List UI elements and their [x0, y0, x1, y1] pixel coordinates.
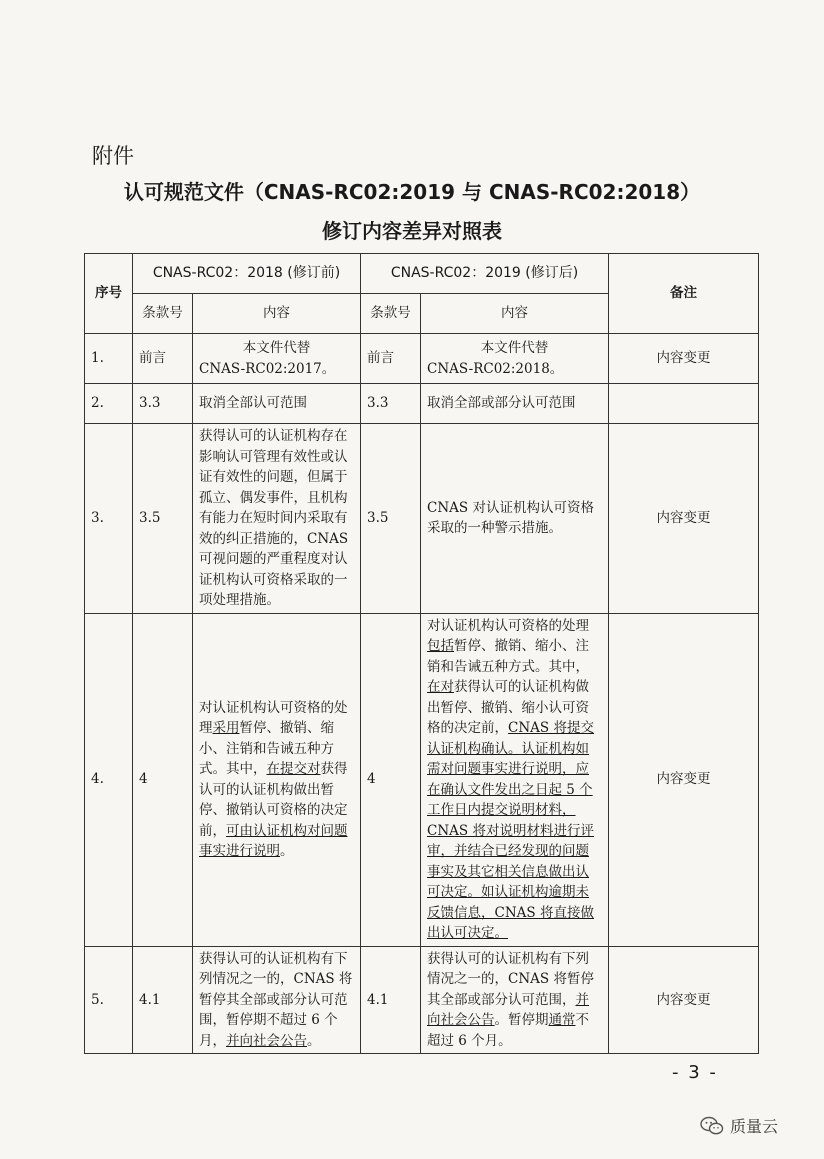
- underlined-text: 并向社会公告: [226, 1032, 307, 1049]
- text-span: 暂停、撤销、缩小、注销和告诫五种方式。其中，: [427, 638, 590, 675]
- row-old-clause: 3.5: [133, 424, 193, 614]
- row-seq: 4.: [85, 613, 133, 946]
- subheader-new-content: 内容: [421, 294, 609, 334]
- subheader-old-content: 内容: [193, 294, 361, 334]
- row-new-clause: 3.5: [361, 424, 421, 614]
- old-content-line: 本文件代替: [242, 340, 311, 356]
- row-old-content: [193, 334, 361, 384]
- row-note: 内容变更: [609, 946, 759, 1054]
- page-number: - 3 -: [672, 1062, 718, 1083]
- document-subtitle: 修订内容差异对照表: [322, 219, 502, 243]
- header-note: 备注: [609, 254, 759, 334]
- row-old-clause: 4.1: [133, 946, 193, 1054]
- row-seq: 3.: [85, 424, 133, 614]
- underlined-text: 包括: [427, 638, 455, 654]
- subheader-old-clause: 条款号: [133, 294, 193, 334]
- row-note: 内容变更: [609, 424, 759, 614]
- row-new-content: CNAS 对认证机构认可资格采取的一种警示措施。: [421, 424, 609, 614]
- header-new-version: CNAS-RC02：2019 (修订后): [361, 254, 609, 294]
- row-seq: 1.: [85, 334, 133, 384]
- table-row: [85, 334, 759, 384]
- comparison-table: [84, 253, 759, 1054]
- table-row: [85, 424, 759, 614]
- new-content-line: 本文件代替: [480, 340, 549, 356]
- row-old-content: [193, 613, 361, 946]
- row-old-clause: 前言: [133, 334, 193, 384]
- row-old-clause: 4: [133, 613, 193, 946]
- row-old-clause: 3.3: [133, 384, 193, 424]
- underlined-text: 并向社会公告: [427, 991, 590, 1028]
- underlined-text: 在提交对: [266, 761, 321, 777]
- text-span: 对认证机构认可资格的处理: [199, 699, 348, 736]
- row-new-clause: 前言: [361, 334, 421, 384]
- row-seq: 5.: [85, 946, 133, 1054]
- brand-watermark: [700, 1114, 778, 1137]
- wechat-icon: [700, 1116, 724, 1136]
- header-seq: 序号: [85, 254, 133, 334]
- table-row: [85, 946, 759, 1054]
- brand-name: 质量云: [730, 1117, 779, 1136]
- text-span: 对认证机构认可资格的处理: [427, 617, 590, 634]
- document-title: 认可规范文件（CNAS-RC02:2019 与 CNAS-RC02:2018）: [123, 180, 701, 204]
- text-span: 。暂停期: [494, 1012, 549, 1028]
- row-new-content: 取消全部或部分认可范围: [421, 384, 609, 424]
- row-note: 内容变更: [609, 334, 759, 384]
- row-new-clause: 3.3: [361, 384, 421, 424]
- table-header-row: [85, 254, 759, 294]
- underlined-text: 通常: [548, 1012, 576, 1028]
- row-new-content: [421, 613, 609, 946]
- text-span: 。: [307, 1032, 321, 1049]
- text-span: 不超过 6 个月。: [427, 1012, 590, 1049]
- new-content-line: CNAS-RC02:2018。: [427, 360, 564, 377]
- text-span: 获得认可的认证机构做出暂停、撤销、缩小认可资格的决定前，: [427, 679, 590, 736]
- underlined-text: 采用: [212, 720, 240, 736]
- underlined-text: 在对: [427, 679, 455, 695]
- row-old-content: [193, 946, 361, 1054]
- row-seq: 2.: [85, 384, 133, 424]
- row-new-clause: 4: [361, 613, 421, 946]
- header-old-version: CNAS-RC02：2018 (修订前): [133, 254, 361, 294]
- text-span: 获得认可的认证机构有下列情况之一的，CNAS 将暂停其全部或部分认可范围，暂停期不超过 6 个月，: [199, 950, 353, 1049]
- row-note: [609, 384, 759, 424]
- table-row: [85, 613, 759, 946]
- row-old-content: 获得认可的认证机构存在影响认可管理有效性或认证有效性的问题，但属于孤立、偶发事件，且机构有能力在短时间内采取有效的纠正措施的，CNAS 可视问题的严重程度对认证机构认可资格采取的一项处理措施。: [193, 424, 361, 614]
- old-content-line: CNAS-RC02:2017。: [199, 360, 336, 377]
- row-new-content: [421, 946, 609, 1054]
- row-new-content: [421, 334, 609, 384]
- text-span: 暂停、撤销、缩小、注销和告诫五种方式。其中，: [199, 720, 334, 777]
- text-span: 获得认可的认证机构有下列情况之一的，CNAS 将暂停其全部或部分认可范围，: [427, 950, 594, 1008]
- underlined-text: CNAS 将提交认证机构确认。认证机构如需对问题事实进行说明，应在确认文件发出之日起 5 个工作日内提交说明材料，CNAS 将对说明材料进行评审，并结合已经发现的问题事实及其它相关信息做出认可决定。如认证机构逾期未反馈信息，CNAS 将直接做出认可决定。: [427, 720, 594, 941]
- table-row: [85, 384, 759, 424]
- text-span: 获得认可的认证机构做出暂停、撤销认可资格的决定前，: [199, 761, 348, 839]
- row-note: 内容变更: [609, 613, 759, 946]
- text-span: 。: [280, 843, 294, 859]
- underlined-text: 可由认证机构对问题事实进行说明: [199, 822, 348, 859]
- attachment-label: 附件: [92, 144, 134, 168]
- row-new-clause: 4.1: [361, 946, 421, 1054]
- subheader-new-clause: 条款号: [361, 294, 421, 334]
- row-old-content: 取消全部认可范围: [193, 384, 361, 424]
